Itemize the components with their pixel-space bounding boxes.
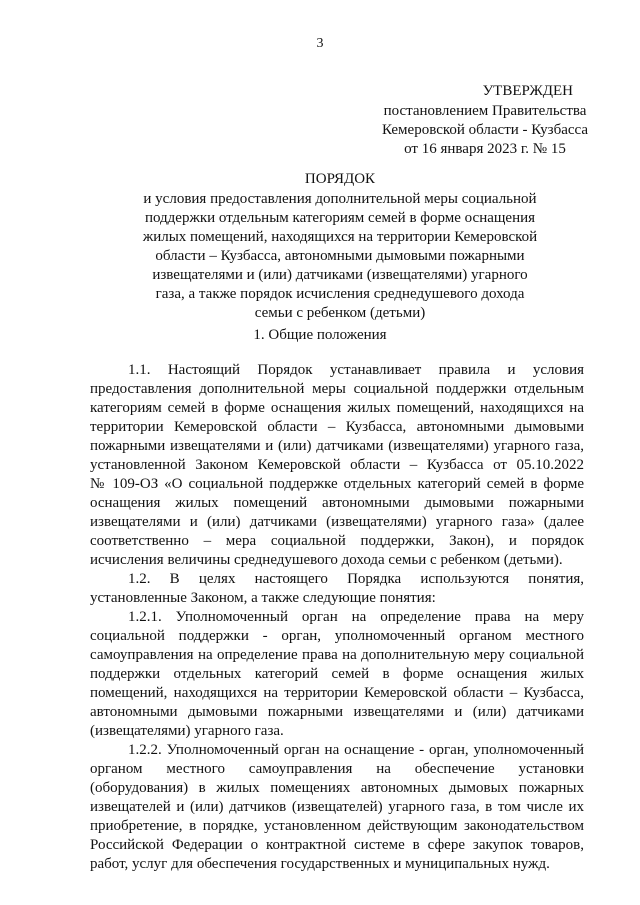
text-line: самоуправления на определение права на дополнительную меру социальной — [90, 647, 584, 663]
text-line: установленной Законом Кемеровской области – Кузбасса от 05.10.2022 — [90, 457, 584, 473]
page-number: 3 — [316, 36, 324, 51]
title-line: поддержки отдельным категориям семей в форме оснащения — [144, 210, 536, 226]
text-line: (извещателями) угарного газа. — [90, 723, 284, 739]
approval-line: Кемеровской области - Кузбасса — [381, 122, 589, 138]
document-title: ПОРЯДОК — [304, 171, 376, 187]
text-line: предоставления дополнительной меры социальной поддержки отдельным — [90, 381, 584, 397]
text-line: установленные Законом, а также следующие понятия: — [90, 590, 436, 606]
approval-line: постановлением Правительства — [383, 103, 587, 119]
text-line: автономными дымовыми пожарными извещателями и (или) датчиками — [90, 704, 584, 720]
text-line: 1.1. Настоящий Порядок устанавливает правила и условия — [128, 362, 584, 378]
text-line: пожарными извещателями и (или) датчиками (извещателями) угарного газа, — [90, 438, 584, 454]
document-title-block — [96, 170, 584, 323]
paragraph-1-2 — [90, 570, 584, 608]
text-line: категориям семей в форме оснащения жилых помещений, находящихся на — [90, 400, 584, 416]
title-line: газа, а также порядок исчисления среднедушевого дохода — [155, 286, 525, 302]
text-line: социальной поддержки - орган, уполномоченный органом местного — [90, 628, 584, 644]
document-body — [90, 361, 584, 874]
text-line: 1.2.1. Уполномоченный орган на определение права на меру — [128, 609, 584, 625]
text-line: помещений, находящихся на территории Кемеровской области – Кузбасса, — [90, 685, 584, 701]
title-line: и условия предоставления дополнительной меры социальной — [143, 191, 537, 207]
text-line: Российской Федерации о контрактной системе в сфере закупок товаров, — [90, 837, 584, 853]
paragraph-1-2-1 — [90, 608, 584, 741]
text-line: оснащения жилых помещений автономными дымовыми пожарными — [90, 495, 584, 511]
paragraph-1-2-2 — [90, 741, 584, 874]
text-line: приобретение, в порядке, установленном действующим законодательством — [90, 818, 584, 834]
text-line: извещателей и (или) датчиков (извещателей) угарного газа, в том числе их — [90, 799, 584, 815]
text-line: органом местного самоуправления на обеспечение установки — [90, 761, 584, 777]
text-line: соответственно – мера социальной поддержки, Закон), и порядок — [90, 533, 584, 549]
section-heading: 1. Общие положения — [253, 327, 387, 343]
text-line: территории Кемеровской области – Кузбасса, автономными дымовыми — [90, 419, 584, 435]
text-line: работ, услуг для обеспечения государственных и муниципальных нужд. — [90, 856, 550, 872]
title-line: извещателями и (или) датчиками (извещателями) угарного — [152, 267, 528, 283]
approval-stamp — [365, 82, 605, 159]
paragraph-1-1 — [90, 361, 584, 570]
approval-line: от 16 января 2023 г. № 15 — [404, 141, 566, 157]
title-line: области – Кузбасса, автономными дымовыми пожарными — [155, 248, 525, 264]
title-line: жилых помещений, находящихся на территории Кемеровской — [142, 229, 538, 245]
text-line: исчисления величины среднедушевого дохода семьи с ребенком (детьми). — [90, 552, 563, 568]
text-line: извещателями и (или) датчиками (извещателями) угарного газа» (далее — [90, 514, 584, 530]
title-line: семьи с ребенком (детьми) — [254, 305, 426, 321]
text-line: 1.2.2. Уполномоченный орган на оснащение - орган, уполномоченный — [128, 742, 584, 758]
text-line: 1.2. В целях настоящего Порядка используются понятия, — [128, 571, 584, 587]
text-line: № 109-ОЗ «О социальной поддержке отдельных категорий семей в форме — [90, 476, 584, 492]
approval-heading: УТВЕРЖДЕН — [482, 83, 573, 99]
text-line: поддержки отдельных категорий семей в форме оснащения жилых — [90, 666, 584, 682]
text-line: (оборудования) в жилых помещениях автономных дымовых пожарных — [90, 780, 584, 796]
